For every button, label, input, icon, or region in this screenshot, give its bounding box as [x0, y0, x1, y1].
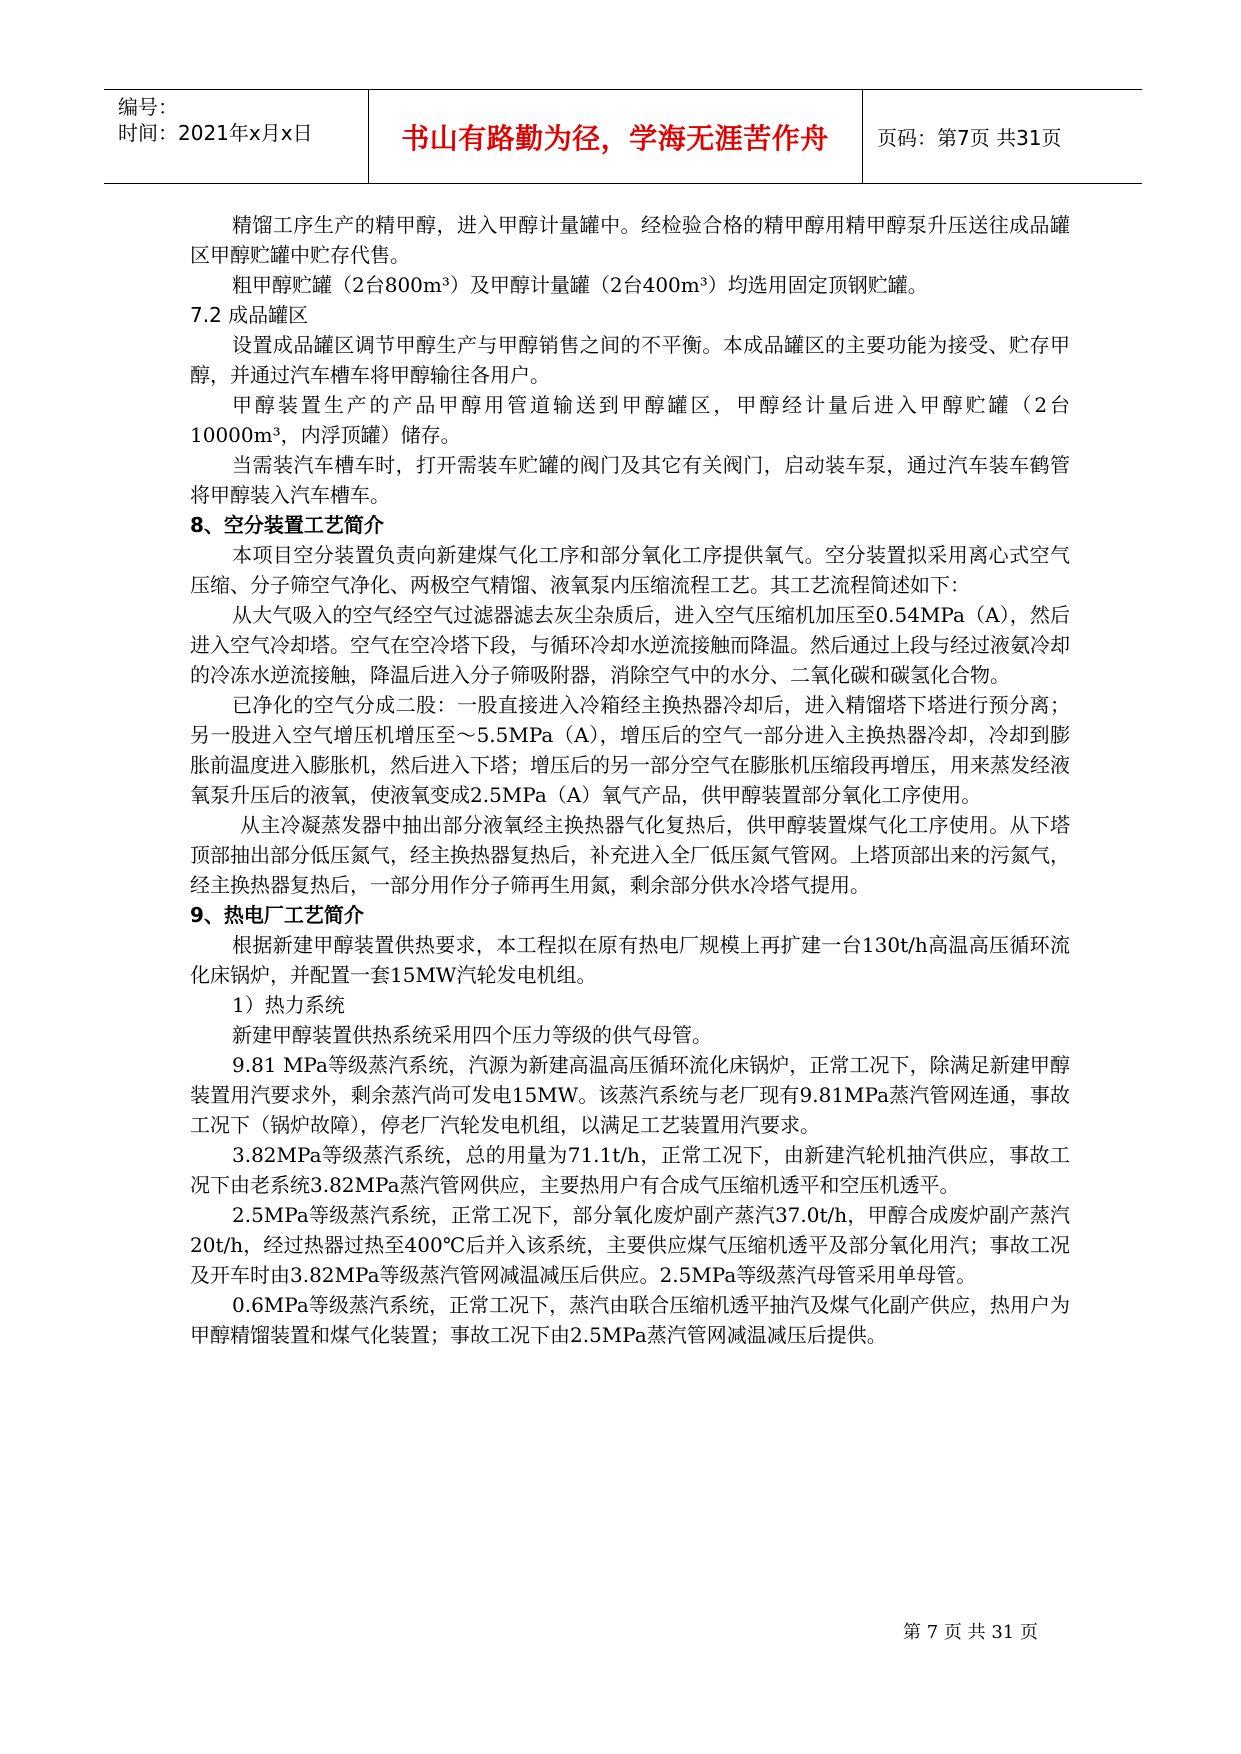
paragraph: 设置成品罐区调节甲醇生产与甲醇销售之间的不平衡。本成品罐区的主要功能为接受、贮存甲醇，并通过汽车槽车将甲醇输往各用户。: [190, 333, 1070, 387]
paragraph: 精馏工序生产的精甲醇，进入甲醇计量罐中。经检验合格的精甲醇用精甲醇泵升压送往成品罐区甲醇贮罐中贮存代售。: [190, 213, 1070, 267]
header-left-cell: [104, 90, 369, 183]
paragraph: 本项目空分装置负责向新建煤气化工序和部分氧化工序提供氧气。空分装置拟采用离心式空气压缩、分子筛空气净化、两极空气精馏、液氧泵内压缩流程工艺。其工艺流程简述如下：: [190, 543, 1070, 597]
header-motto: 书山有路勤为径，学海无涯苦作舟: [401, 121, 829, 155]
header-page-info: 页码：第7页 共31页: [877, 126, 1062, 150]
paragraph: 3.82MPa等级蒸汽系统，总的用量为71.1t/h，正常工况下，由新建汽轮机抽汽供应，事故工况下由老系统3.82MPa蒸汽管网供应，主要热用户有合成气压缩机透平和空压机透平。: [190, 1143, 1070, 1197]
paragraph: 当需装汽车槽车时，打开需装车贮罐的阀门及其它有关阀门，启动装车泵，通过汽车装车鹤管将甲醇装入汽车槽车。: [190, 453, 1070, 507]
paragraph: 根据新建甲醇装置供热要求，本工程拟在原有热电厂规模上再扩建一台130t/h高温高压循环流化床锅炉，并配置一套15MW汽轮发电机组。: [190, 933, 1070, 987]
section-heading-7-2: 7.2 成品罐区: [190, 303, 309, 327]
paragraph: 甲醇装置生产的产品甲醇用管道输送到甲醇罐区，甲醇经计量后进入甲醇贮罐（2台10000m³，内浮顶罐）储存。: [190, 393, 1070, 447]
section-heading-8: 8、空分装置工艺简介: [190, 513, 384, 537]
paragraph: 0.6MPa等级蒸汽系统，正常工况下，蒸汽由联合压缩机透平抽汽及煤气化副产供应，热用户为甲醇精馏装置和煤气化装置；事故工况下由2.5MPa蒸汽管网减温减压后提供。: [190, 1293, 1070, 1347]
document-number-label: 编号：: [118, 95, 178, 119]
section-heading-9: 9、热电厂工艺简介: [190, 903, 364, 927]
page-header: [104, 89, 1142, 184]
paragraph: 从大气吸入的空气经空气过滤器滤去灰尘杂质后，进入空气压缩机加压至0.54MPa（A），然后进入空气冷却塔。空气在空冷塔下段，与循环冷却水逆流接触而降温。然后通过上段与经过液氨冷却的冷冻水逆流接触，降温后进入分子筛吸附器，消除空气中的水分、二氧化碳和碳氢化合物。: [190, 603, 1070, 687]
paragraph: 已净化的空气分成二股：一股直接进入冷箱经主换热器冷却后，进入精馏塔下塔进行预分离；另一股进入空气增压机增压至～5.5MPa（A），增压后的空气一部分进入主换热器冷却，冷却到膨胀前温度进入膨胀机，然后进入下塔；增压后的另一部分空气在膨胀机压缩段再增压，用来蒸发经液氧泵升压后的液氧，使液氧变成2.5MPa（A）氧气产品，供甲醇装置部分氧化工序使用。: [190, 693, 1070, 807]
document-time-label: 时间：2021年x月x日: [118, 121, 313, 145]
paragraph: 从主冷凝蒸发器中抽出部分液氧经主换热器气化复热后，供甲醇装置煤气化工序使用。从下塔顶部抽出部分低压氮气，经主换热器复热后，补充进入全厂低压氮气管网。上塔顶部出来的污氮气，经主换热器复热后，一部分用作分子筛再生用氮，剩余部分供水冷塔气提用。: [190, 813, 1070, 897]
subsection-heading: 1）热力系统: [232, 993, 345, 1017]
paragraph: 9.81 MPa等级蒸汽系统，汽源为新建高温高压循环流化床锅炉，正常工况下，除满足新建甲醇装置用汽要求外，剩余蒸汽尚可发电15MW。该蒸汽系统与老厂现有9.81MPa蒸汽管网连通，事故工况下（锅炉故障），停老厂汽轮发电机组，以满足工艺装置用汽要求。: [190, 1053, 1070, 1137]
paragraph: 2.5MPa等级蒸汽系统，正常工况下，部分氧化废炉副产蒸汽37.0t/h，甲醇合成废炉副产蒸汽20t/h，经过热器过热至400℃后并入该系统，主要供应煤气压缩机透平及部分氧化用汽；事故工况及开车时由3.82MPa等级蒸汽管网减温减压后供应。2.5MPa等级蒸汽母管采用单母管。: [190, 1203, 1070, 1287]
paragraph: 粗甲醇贮罐（2台800m³）及甲醇计量罐（2台400m³）均选用固定顶钢贮罐。: [232, 273, 928, 297]
page-footer-number: 第 7 页 共 31 页: [903, 1622, 1038, 1643]
document-body: [190, 210, 1070, 1350]
header-motto-cell: [368, 90, 863, 183]
paragraph: 新建甲醇装置供热系统采用四个压力等级的供气母管。: [232, 1023, 712, 1047]
header-right-cell: [863, 90, 1142, 183]
